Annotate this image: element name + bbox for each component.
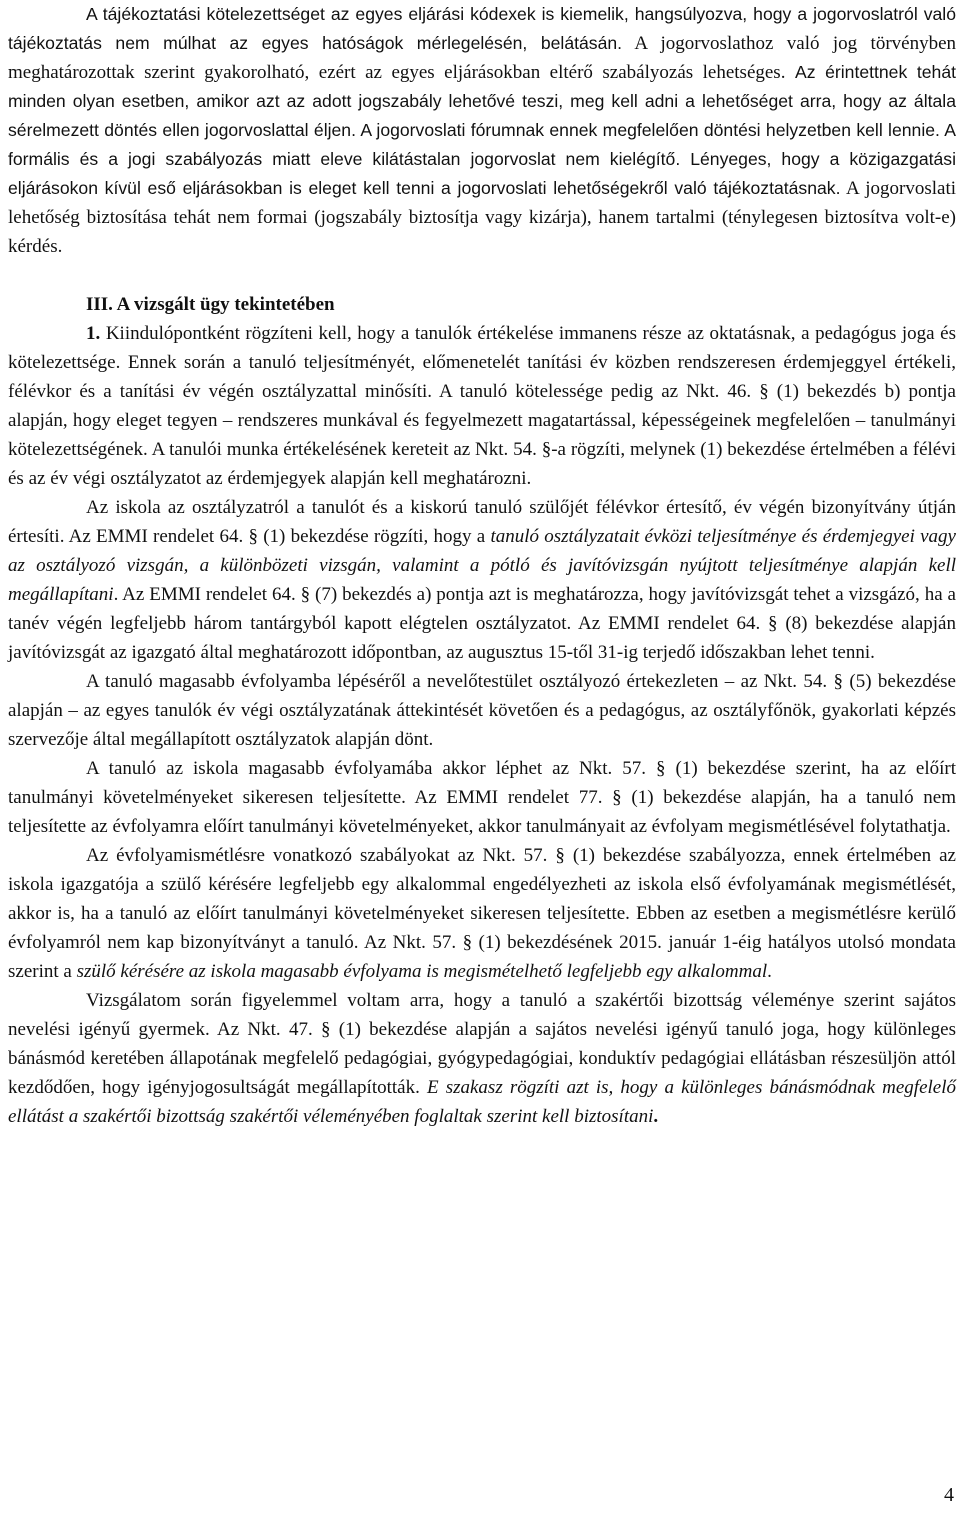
- paragraph-2: [8, 493, 956, 667]
- intro-sentence-3: Az érintettnek tehát minden olyan esetben, amikor azt az adott jogszabály lehetővé teszi, meg kell adni a lehetőséget arra, hogy az általa sérelmezett döntés ellen jogorvoslattal éljen. A jogorvoslati fórumnak ennek megfelelően döntési helyzetben kell lennie. A formális és a jogi szabályozás miatt eleve kilátástalan jogorvoslat nem kielégítő. Lényeges, hogy a közigazgatási eljárásokon kívül eső eljárásokban is eleget kell tenni a jogorvoslati lehetőségekről való tájékoztatásnak.: [8, 62, 957, 198]
- paragraph-2-quote: tanuló osztályzatait évközi teljesítménye és érdemjegyei vagy az osztályozó vizsgán, a különbözeti vizsgán, valamint a pótló és javítóvizsgán nyújtott teljesítménye alapján kell megállapítani: [8, 526, 956, 605]
- paragraph-1-text: Kiindulópontként rögzíteni kell, hogy a tanulók értékelése immanens része az oktatásnak, a pedagógus joga és kötelezettsége. Ennek során a tanuló teljesítményét, előmenetelét tanítási év közben rendszeresen érdemjeggyel értékeli, félévkor és a tanítási év végén osztályzattal minősíti. A tanuló kötelessége pedig az Nkt. 46. § (1) bekezdés b) pontja alapján, hogy eleget tegyen – rendszeres munkával és fegyelmezett magatartással, képességeinek megfelelően – tanulmányi kötelezettségének. A tanulói munka értékelésének kereteit az Nkt. 54. §-a rögzíti, melynek (1) bekezdése értelmében a félévi és az év végi osztályzatot az érdemjegyek alapján kell meghatározni.: [8, 323, 957, 489]
- paragraph-4: A tanuló az iskola magasabb évfolyamába akkor léphet az Nkt. 57. § (1) bekezdése szerint, ha az előírt tanulmányi követelményeket sikeresen teljesítette. Az EMMI rendelet 77. § (1) bekezdése alapján, ha a tanuló nem teljesítette az évfolyamra előírt tanulmányi követelményeket, akkor tanulmányait az évfolyam megismétlésével folytathatja.: [8, 758, 956, 837]
- paragraph-6-quote: E szakasz rögzíti azt is, hogy a különleges bánásmódnak megfelelő ellátást a szakértői bizottság szakértői véleményében foglaltak szerint kell biztosítani: [8, 1077, 956, 1127]
- paragraph-3: A tanuló magasabb évfolyamba lépéséről a nevelőtestület osztályozó értekezleten – az Nkt. 54. § (5) bekezdése alapján – az egyes tanulók év végi osztályzatának áttekintését követően és a pedagógus, az osztályfőnök, gyakorlati képzés szervezője által megállapított osztályzatok alapján dönt.: [8, 671, 956, 750]
- paragraph-2-text-a: Az iskola az osztályzatról a tanulót és a kiskorú tanuló szülőjét félévkor értesítő, év végén bizonyítvány útján értesíti. Az EMMI rendelet 64. § (1) bekezdése rögzíti, hogy a: [8, 497, 956, 547]
- paragraph-5-quote: szülő kérésére az iskola magasabb évfolyama is megismételhető legfeljebb egy alkalommal: [76, 961, 768, 982]
- intro-sentence-1: A tájékoztatási kötelezettséget az egyes eljárási kódexek is kiemelik, hangsúlyozva, hogy a jogorvoslatról való tájékoztatás nem múlhat az egyes hatóságok mérlegelésén, belátásán.: [8, 4, 956, 53]
- paragraph-5-text-b: .: [767, 961, 772, 982]
- paragraph-1: [8, 319, 956, 493]
- paragraph-5-text-a: Az évfolyamismétlésre vonatkozó szabályokat az Nkt. 57. § (1) bekezdése szabályozza, ennek értelmében az iskola igazgatója a szülő kérésére legfeljebb egy alkalommal engedélyezheti az iskola első évfolyamának megismétlését, akkor is, ha a tanuló az előírt tanulmányi követelményeket sikeresen teljesítette. Ebben az esetben a megismétlésre kerülő évfolyamról nem kap bizonyítványt a tanuló. Az Nkt. 57. § (1) bekezdésének 2015. január 1-éig hatályos utolsó mondata szerint a: [8, 845, 956, 982]
- section-heading: III. A vizsgált ügy tekintetében: [86, 294, 335, 315]
- paragraph-5: [8, 841, 956, 986]
- paragraph-6-text-a: Vizsgálatom során figyelemmel voltam arra, hogy a tanuló a szakértői bizottság véleménye szerint sajátos nevelési igényű gyermek. Az Nkt. 47. § (1) bekezdése alapján a sajátos nevelési igényű tanuló joga, hogy különleges bánásmód keretében állapotának megfelelő pedagógiai, gyógypedagógiai, konduktív pedagógiai ellátásban részesüljön attól kezdődően, hogy igényjogosultságát megállapították.: [8, 990, 956, 1098]
- paragraph-6: [8, 986, 956, 1131]
- page-number: 4: [944, 1484, 954, 1506]
- paragraph-number: 1.: [86, 323, 101, 344]
- intro-sentence-4: A jogorvoslati lehetőség biztosítása tehát nem formai (jogszabály biztosítja vagy kizárja), hanem tartalmi (ténylegesen biztosítva volt-e) kérdés.: [8, 178, 957, 257]
- paragraph-2-text-b: . Az EMMI rendelet 64. § (7) bekezdés a) pontja azt is meghatározza, hogy javítóvizsgát tehet a vizsgázó, ha a tanév végén legfeljebb három tantárgyból kapott elégtelen osztályzatot. Az EMMI rendelet 64. § (8) bekezdése alapján javítóvizsgát az igazgató által meghatározott időpontban, az augusztus 15-től 31-ig terjedő időszakban lehet tenni.: [8, 584, 956, 663]
- intro-paragraph: [8, 0, 956, 261]
- intro-sentence-2: A jogorvoslathoz való jog törvényben meghatározottak szerint gyakorolható, ezért az egyes eljárásokban eltérő szabályozás lehetséges.: [8, 33, 957, 83]
- paragraph-6-text-b: .: [653, 1106, 659, 1127]
- document-page: [8, 0, 956, 1131]
